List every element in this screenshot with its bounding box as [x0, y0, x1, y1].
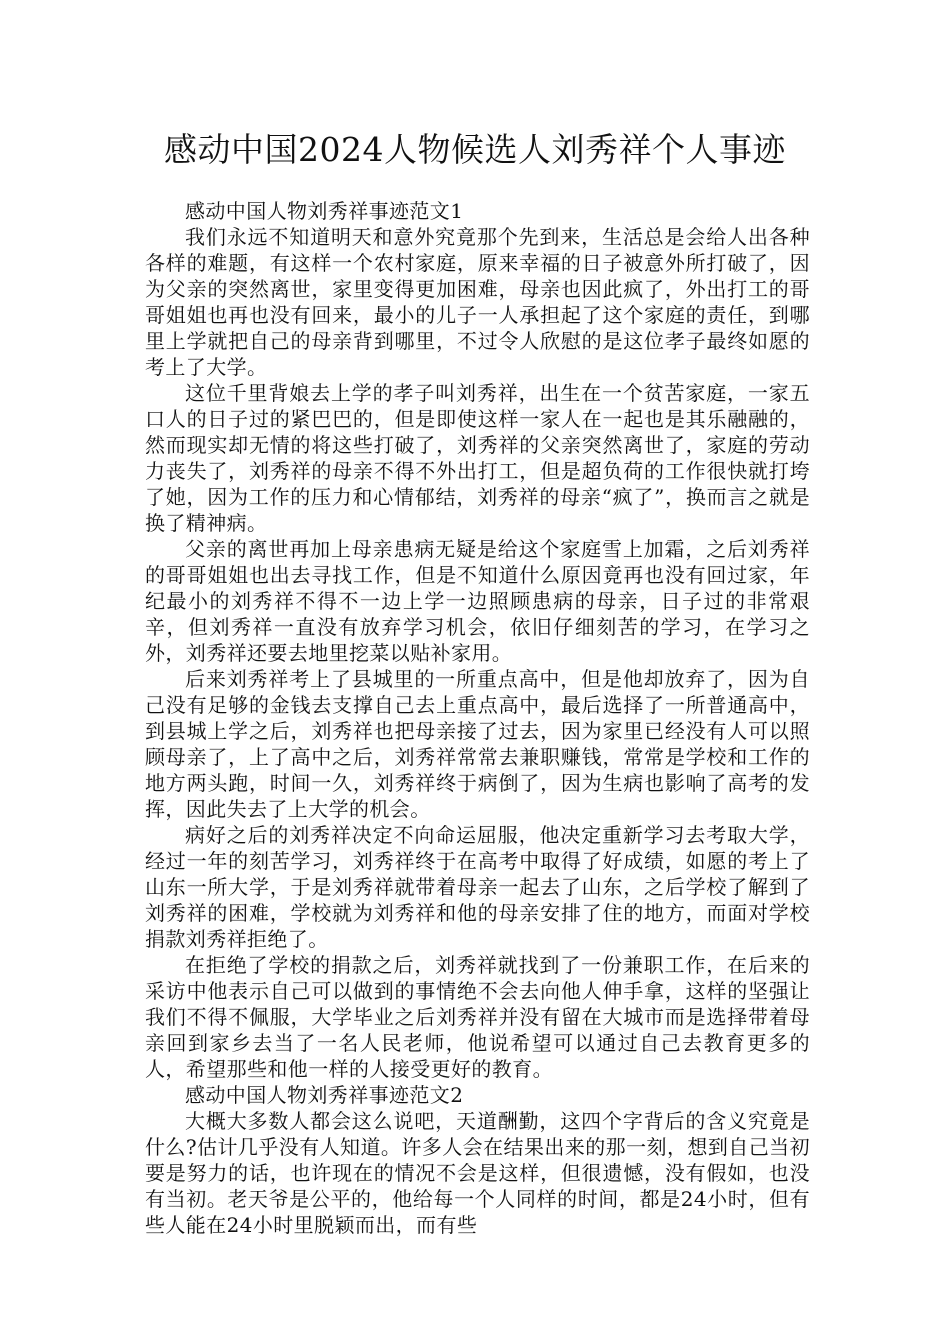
document-title: 感动中国2024人物候选人刘秀祥个人事迹 — [164, 130, 786, 169]
paragraph: 病好之后的刘秀祥决定不向命运屈服，他决定重新学习去考取大学，经过一年的刻苦学习，刘秀祥终于在高考中取得了好成绩，如愿的考上了山东一所大学，于是刘秀祥就带着母亲一起去了山东，之后学校了解到了刘秀祥的困难，学校就为刘秀祥和他的母亲安排了住的地方，而面对学校捐款刘秀祥拒绝了。 — [145, 823, 810, 951]
paragraph: 这位千里背娘去上学的孝子叫刘秀祥，出生在一个贫苦家庭，一家五口人的日子过的紧巴巴的，但是即使这样一家人在一起也是其乐融融的，然而现实却无情的将这些打破了，刘秀祥的父亲突然离世了，家庭的劳动力丧失了，刘秀祥的母亲不得不外出打工，但是超负荷的工作很快就打垮了她，因为工作的压力和心情郁结，刘秀祥的母亲“疯了”，换而言之就是换了精神病。 — [145, 381, 810, 535]
section-heading-1: 感动中国人物刘秀祥事迹范文1 — [185, 199, 464, 223]
paragraph: 父亲的离世再加上母亲患病无疑是给这个家庭雪上加霜，之后刘秀祥的哥哥姐姐也出去寻找工作，但是不知道什么原因竟再也没有回过家，年纪最小的刘秀祥不得不一边上学一边照顾患病的母亲，日子过的非常艰辛，但刘秀祥一直没有放弃学习机会，依旧仔细刻苦的学习，在学习之外，刘秀祥还要去地里挖菜以贴补家用。 — [145, 537, 810, 665]
paragraph: 我们永远不知道明天和意外究竟那个先到来，生活总是会给人出各种各样的难题，有这样一个农村家庭，原来幸福的日子被意外所打破了，因为父亲的突然离世，家里变得更加困难，母亲也因此疯了，外出打工的哥哥姐姐也再也没有回来，最小的儿子一人承担起了这个家庭的责任，到哪里上学就把自己的母亲背到哪里，不过令人欣慰的是这位孝子最终如愿的考上了大学。 — [145, 225, 810, 379]
paragraph: 大概大多数人都会这么说吧，天道酬勤，这四个字背后的含义究竟是什么?估计几乎没有人知道。许多人会在结果出来的那一刻，想到自己当初要是努力的话，也许现在的情况不会是这样，但很遗憾，没有假如，也没有当初。老天爷是公平的，他给每一个人同样的时间，都是24小时，但有些人能在24小时里脱颖而出，而有些 — [145, 1109, 810, 1237]
document-body — [145, 198, 810, 1238]
paragraph: 在拒绝了学校的捐款之后，刘秀祥就找到了一份兼职工作，在后来的采访中他表示自己可以做到的事情绝不会去向他人伸手拿，这样的坚强让我们不得不佩服，大学毕业之后刘秀祥并没有留在大城市而是选择带着母亲回到家乡去当了一名人民老师，他说希望可以通过自己去教育更多的人，希望那些和他一样的人接受更好的教育。 — [145, 953, 810, 1081]
paragraph: 后来刘秀祥考上了县城里的一所重点高中，但是他却放弃了，因为自己没有足够的金钱去支撑自己去上重点高中，最后选择了一所普通高中，到县城上学之后，刘秀祥也把母亲接了过去，因为家里已经没有人可以照顾母亲了，上了高中之后，刘秀祥常常去兼职赚钱，常常是学校和工作的地方两头跑，时间一久，刘秀祥终于病倒了，因为生病也影响了高考的发挥，因此失去了上大学的机会。 — [145, 667, 810, 821]
section-heading-2: 感动中国人物刘秀祥事迹范文2 — [185, 1083, 464, 1107]
